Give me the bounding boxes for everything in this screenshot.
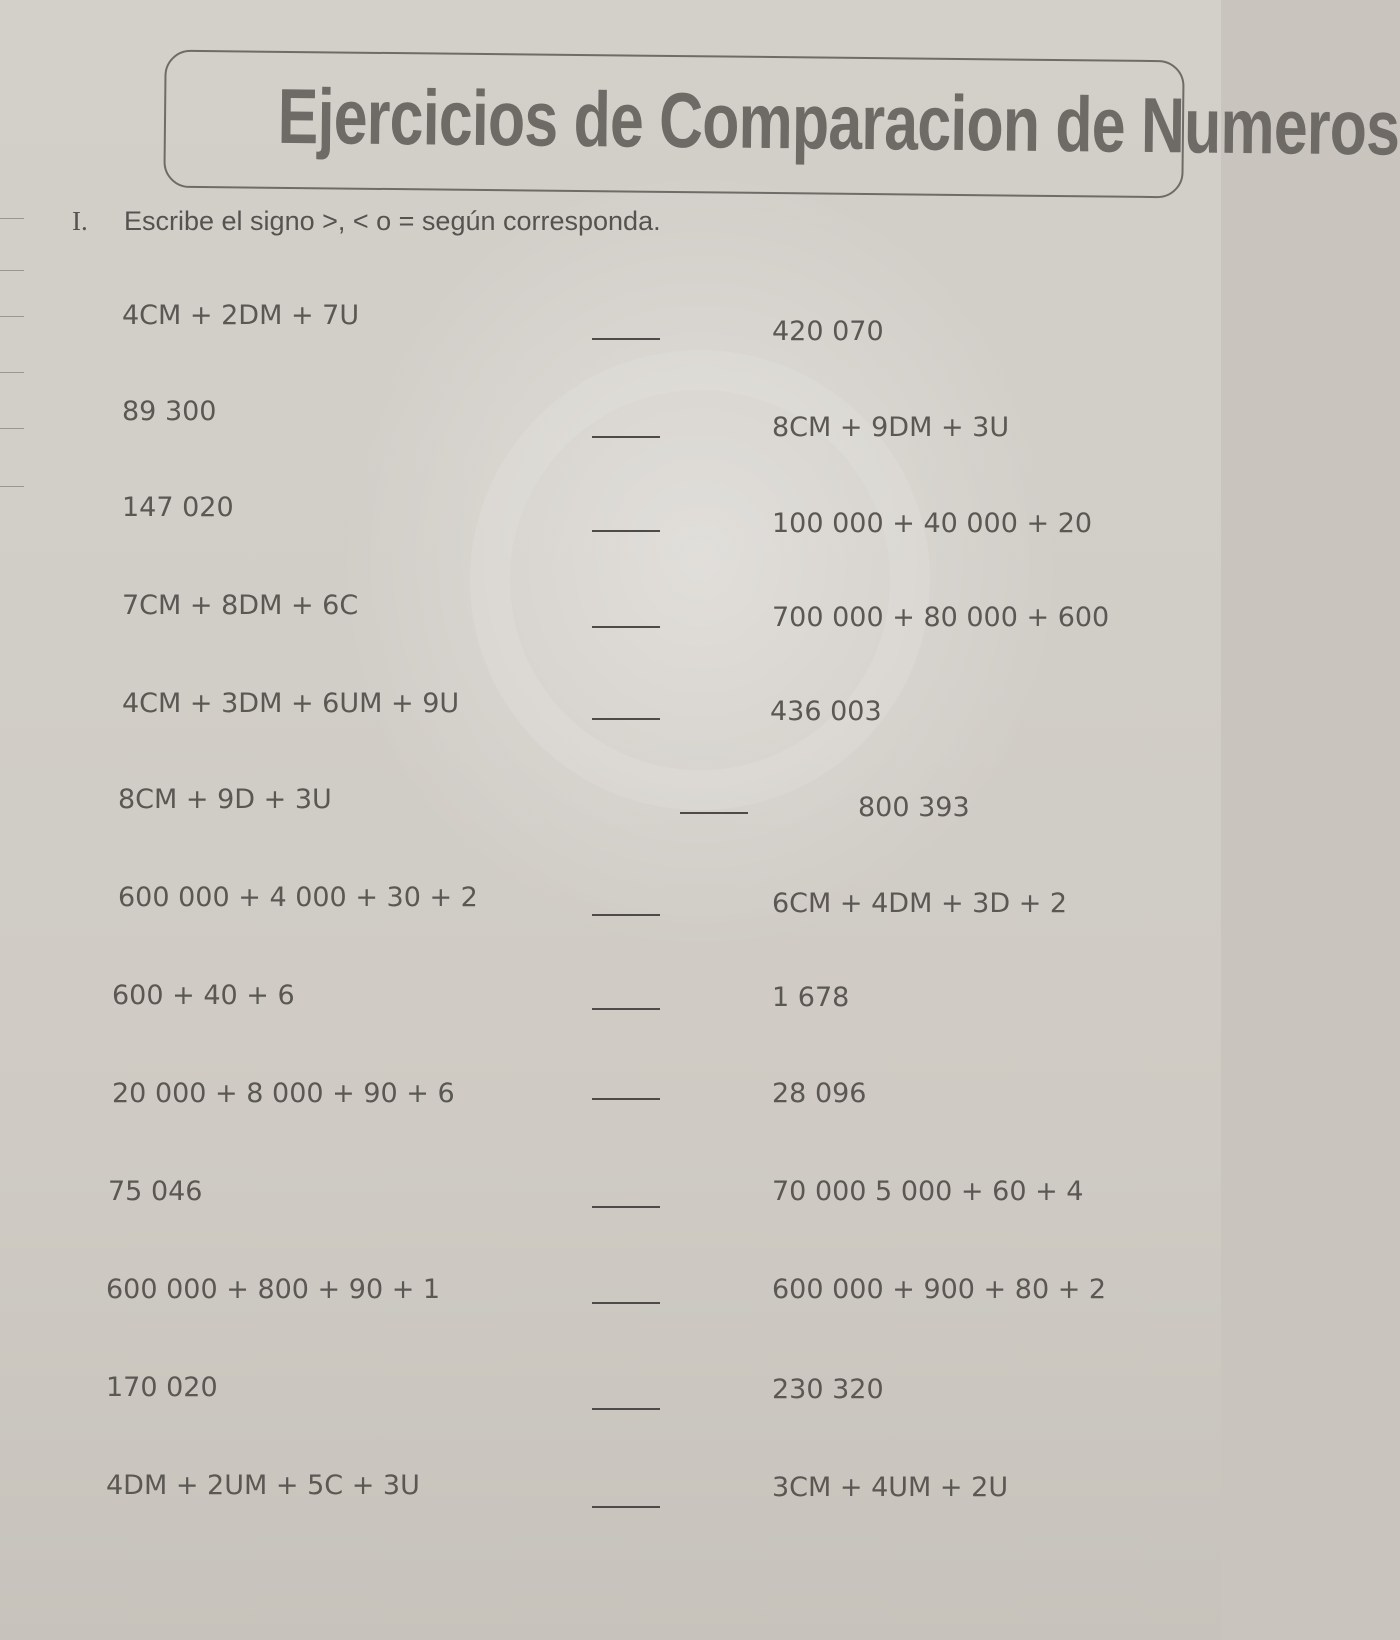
- answer-blank[interactable]: [592, 626, 660, 628]
- answer-blank[interactable]: [592, 1206, 660, 1208]
- exercise-right-expression: 230 320: [772, 1374, 884, 1405]
- exercise-left-expression: 600 + 40 + 6: [112, 980, 295, 1011]
- answer-blank[interactable]: [592, 1008, 660, 1010]
- answer-blank[interactable]: [592, 914, 660, 916]
- exercise-right-expression: 436 003: [770, 696, 882, 727]
- answer-blank[interactable]: [592, 1302, 660, 1304]
- exercise-left-expression: 20 000 + 8 000 + 90 + 6: [112, 1078, 455, 1109]
- exercise-left-expression: 4DM + 2UM + 5C + 3U: [106, 1470, 420, 1501]
- exercise-right-expression: 800 393: [858, 792, 970, 823]
- exercise-left-expression: 170 020: [106, 1372, 218, 1403]
- exercise-left-expression: 147 020: [122, 492, 234, 523]
- instruction-text: Escribe el signo >, < o = según corresponda.: [124, 206, 661, 236]
- exercise-right-expression: 3CM + 4UM + 2U: [772, 1472, 1009, 1503]
- page-edge-mark: [0, 316, 24, 317]
- page-edge-mark: [0, 270, 24, 271]
- exercise-left-expression: 89 300: [122, 396, 217, 427]
- page-edge-mark: [0, 218, 24, 219]
- exercise-left-expression: 4CM + 2DM + 7U: [122, 300, 360, 331]
- instruction: [72, 206, 661, 237]
- exercise-right-expression: 28 096: [772, 1078, 867, 1109]
- page-edge-mark: [0, 486, 24, 487]
- page-title: Ejercicios de Comparacion de Numeros: [277, 71, 1400, 172]
- exercise-left-expression: 4CM + 3DM + 6UM + 9U: [122, 688, 460, 719]
- page-edge-mark: [0, 372, 24, 373]
- exercise-right-expression: 1 678: [772, 982, 850, 1013]
- page-edge-mark: [0, 428, 24, 429]
- answer-blank[interactable]: [592, 436, 660, 438]
- answer-blank[interactable]: [592, 1098, 660, 1100]
- exercise-right-expression: 70 000 5 000 + 60 + 4: [772, 1176, 1084, 1207]
- answer-blank[interactable]: [592, 530, 660, 532]
- exercise-left-expression: 7CM + 8DM + 6C: [122, 590, 359, 621]
- exercise-left-expression: 600 000 + 800 + 90 + 1: [106, 1274, 441, 1305]
- exercise-right-expression: 8CM + 9DM + 3U: [772, 412, 1010, 443]
- answer-blank[interactable]: [680, 812, 748, 814]
- answer-blank[interactable]: [592, 718, 660, 720]
- exercise-right-expression: 6CM + 4DM + 3D + 2: [772, 888, 1068, 919]
- exercise-left-expression: 600 000 + 4 000 + 30 + 2: [118, 882, 478, 913]
- title-box: [163, 50, 1400, 199]
- exercise-right-expression: 100 000 + 40 000 + 20: [772, 508, 1093, 539]
- exercise-left-expression: 75 046: [108, 1176, 203, 1207]
- exercise-right-expression: 600 000 + 900 + 80 + 2: [772, 1274, 1107, 1305]
- exercise-right-expression: 700 000 + 80 000 + 600: [772, 602, 1110, 633]
- answer-blank[interactable]: [592, 1408, 660, 1410]
- instruction-number: I.: [72, 206, 88, 236]
- exercise-left-expression: 8CM + 9D + 3U: [118, 784, 332, 815]
- answer-blank[interactable]: [592, 338, 660, 340]
- exercise-right-expression: 420 070: [772, 316, 884, 347]
- answer-blank[interactable]: [592, 1506, 660, 1508]
